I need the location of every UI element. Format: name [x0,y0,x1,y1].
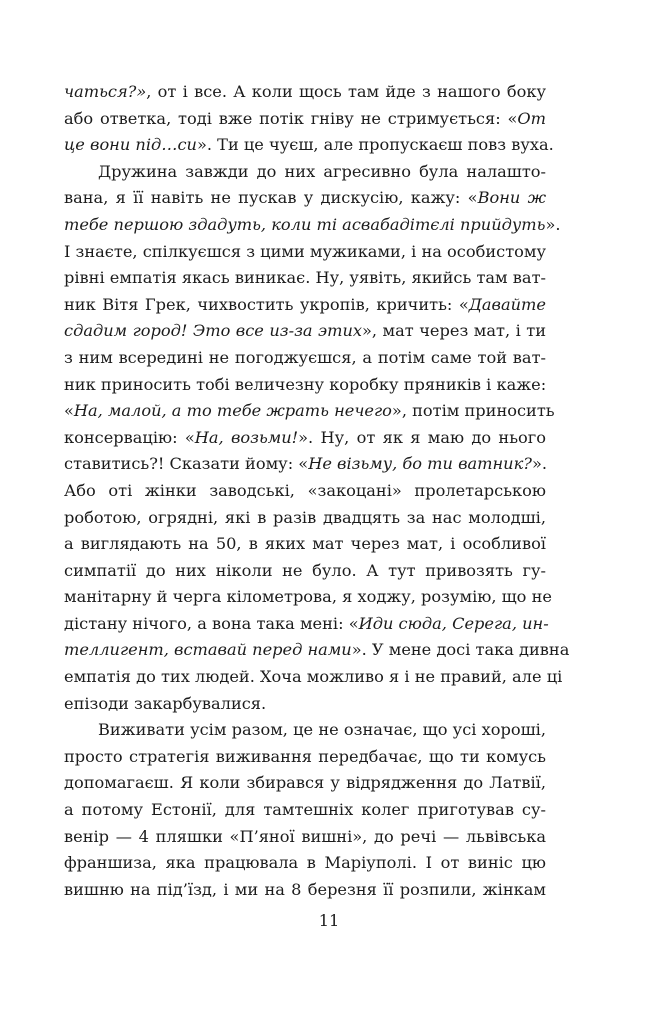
text-segment: а потому Естонії, для тамтешніх колег приготував су- [64,800,546,820]
text-segment: дістану нічого, а вона така мені: « [64,613,359,633]
text-segment: венір — 4 пляшки «П’яної вишні», до речі — львівська [64,826,546,846]
italic-quote: Иди сюда, Серега, ин- [358,613,549,633]
text-segment: рівні емпатія якась виникає. Ну, уявіть, якийсь там ват- [64,268,546,288]
text-segment: ». Ти це чуєш, але пропускаєш повз вуха. [196,135,554,155]
text-segment: ». У мене досі така дивна [351,640,570,660]
text-segment: манітарну й черга кілометрова, я ходжу, розумію, що не [64,587,552,607]
paragraph [64,159,570,717]
text-line [64,132,554,159]
text-segment: ставитись?! Сказати йому: « [64,454,309,474]
italic-quote: сдадим город! Это все из-за этих [64,321,363,341]
text-line [64,292,546,319]
text-segment: Дружина завжди до них агресивно була налашто- [98,161,546,181]
text-segment: а виглядають на 50, в яких мат через мат, і особливої [64,534,546,554]
italic-quote: От [517,108,546,128]
text-segment: епізоди закарбувалися. [64,693,267,713]
text-line [64,239,546,266]
text-line [64,398,555,425]
text-segment: ». [531,454,548,474]
italic-quote: тебе першою здадуть, коли ті асвабадітєлі прийдуть [64,214,546,234]
page-body [64,79,570,903]
text-segment: ник приносить тобі величезну коробку пряників і каже: [64,374,547,394]
text-segment: допомагаєш. Я коли збирався у відрядження до Латвії, [64,773,546,793]
page-number: 11 [318,911,340,930]
text-line [64,505,546,532]
text-line [64,824,546,851]
text-segment: Або оті жінки заводські, «закоцані» пролетарською [64,480,546,500]
italic-quote: Давайте [468,294,546,314]
text-segment: просто стратегія виживання передбачає, що ти комусь [64,746,546,766]
text-segment: ». Ну, от як я маю до нього [298,427,546,447]
italic-quote: чаться?» [64,82,147,101]
text-line [64,425,546,452]
text-line [64,159,546,186]
italic-quote: На, возьми! [194,427,299,447]
paragraph [64,79,554,159]
italic-quote: Не візьму, бо ти ватник? [308,454,532,474]
text-segment: « [64,401,74,421]
text-segment: ». [545,214,561,234]
text-segment: », потім приносить [391,401,555,421]
text-line [64,79,546,106]
text-line [64,318,546,345]
text-segment: , от і все. А коли щось там йде з нашого боку [146,82,546,101]
italic-quote: теллигент, вставай перед нами [64,640,352,660]
text-line [64,611,549,638]
text-line [64,850,546,877]
text-line [64,664,563,691]
text-line [64,717,546,744]
italic-quote: це вони під…си [64,135,197,155]
text-line [64,212,561,239]
text-segment: симпатії до них ніколи не було. А тут привозять гу- [64,560,546,580]
text-segment: або ответка, тоді вже потік гніву не стримується: « [64,108,518,128]
text-segment: роботою, огрядні, які в разів двадцять за нас молодші, [64,507,546,527]
italic-quote: Вони ж [477,188,546,208]
paragraph [64,717,546,903]
italic-quote: На, малой, а то тебе жрать нечего [73,401,392,421]
text-segment: франшиза, яка працювала в Маріуполі. І от виніс цю [64,853,546,873]
text-line [64,584,552,611]
text-line [64,877,546,904]
text-line [64,797,546,824]
text-line [64,372,546,399]
text-line [64,558,546,585]
text-segment: Виживати усім разом, це не означає, що усі хороші, [98,720,546,740]
text-segment: емпатія до тих людей. Хоча можливо я і не правий, але ці [64,667,563,687]
text-line [64,770,546,797]
text-segment: з ним всередині не погоджуєшся, а потім саме той ват- [64,347,546,367]
text-line [64,106,546,133]
text-segment: вана, я її навіть не пускав у дискусію, кажу: « [64,188,478,208]
text-segment: консервацію: « [64,427,195,447]
text-segment: », мат через мат, і ти [362,321,546,341]
text-line [64,265,546,292]
text-segment: ник Вітя Грек, чихвостить укропів, кричить: « [64,294,469,314]
text-line [64,345,546,372]
text-line [64,691,546,718]
text-line [64,185,546,212]
text-segment: І знаєте, спілкуєшся з цими мужиками, і на особистому [64,241,547,261]
text-line [64,478,546,505]
text-line [64,744,546,771]
text-line [64,451,546,478]
text-segment: вишню на під’їзд, і ми на 8 березня її розпили, жінкам [64,879,546,899]
text-line [64,531,546,558]
text-line [64,637,570,664]
